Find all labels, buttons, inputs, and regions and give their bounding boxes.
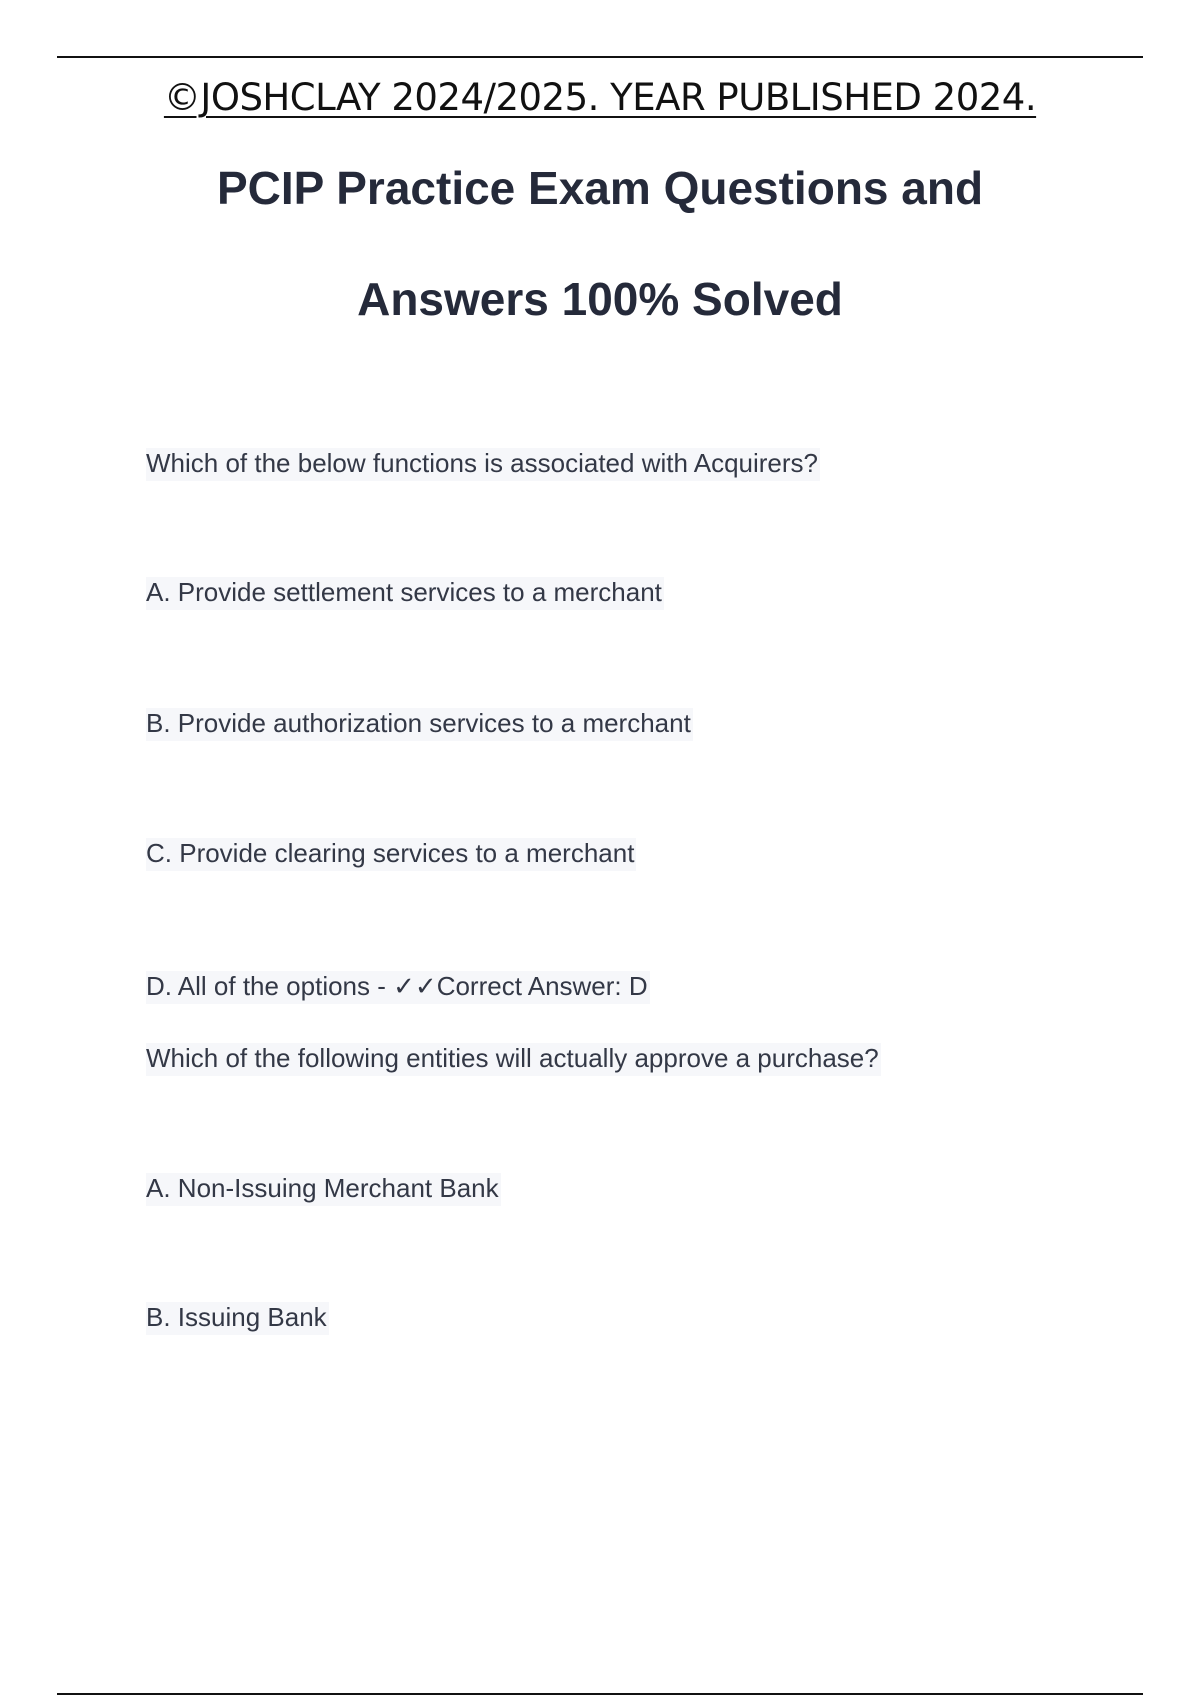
top-rule [57,56,1143,58]
document-title-line-2: Answers 100% Solved [357,273,843,325]
question-1-option-b: B. Provide authorization services to a merchant [146,708,693,741]
question-2-text: Which of the following entities will actually approve a purchase? [146,1043,881,1076]
question-1-option-d-answer: D. All of the options - ✓✓Correct Answer: D [146,971,650,1004]
question-1-text: Which of the below functions is associated with Acquirers? [146,448,820,481]
bottom-rule [57,1693,1143,1695]
copyright-header [0,76,1200,119]
question-2-option-b: B. Issuing Bank [146,1302,329,1335]
question-1-option-c: C. Provide clearing services to a merchant [146,838,636,871]
copyright-text: ©JOSHCLAY 2024/2025. YEAR PUBLISHED 2024. [163,76,1037,119]
question-1-option-a: A. Provide settlement services to a merchant [146,577,664,610]
document-title-line-1: PCIP Practice Exam Questions and [216,162,984,214]
question-2-option-a: A. Non-Issuing Merchant Bank [146,1173,501,1206]
